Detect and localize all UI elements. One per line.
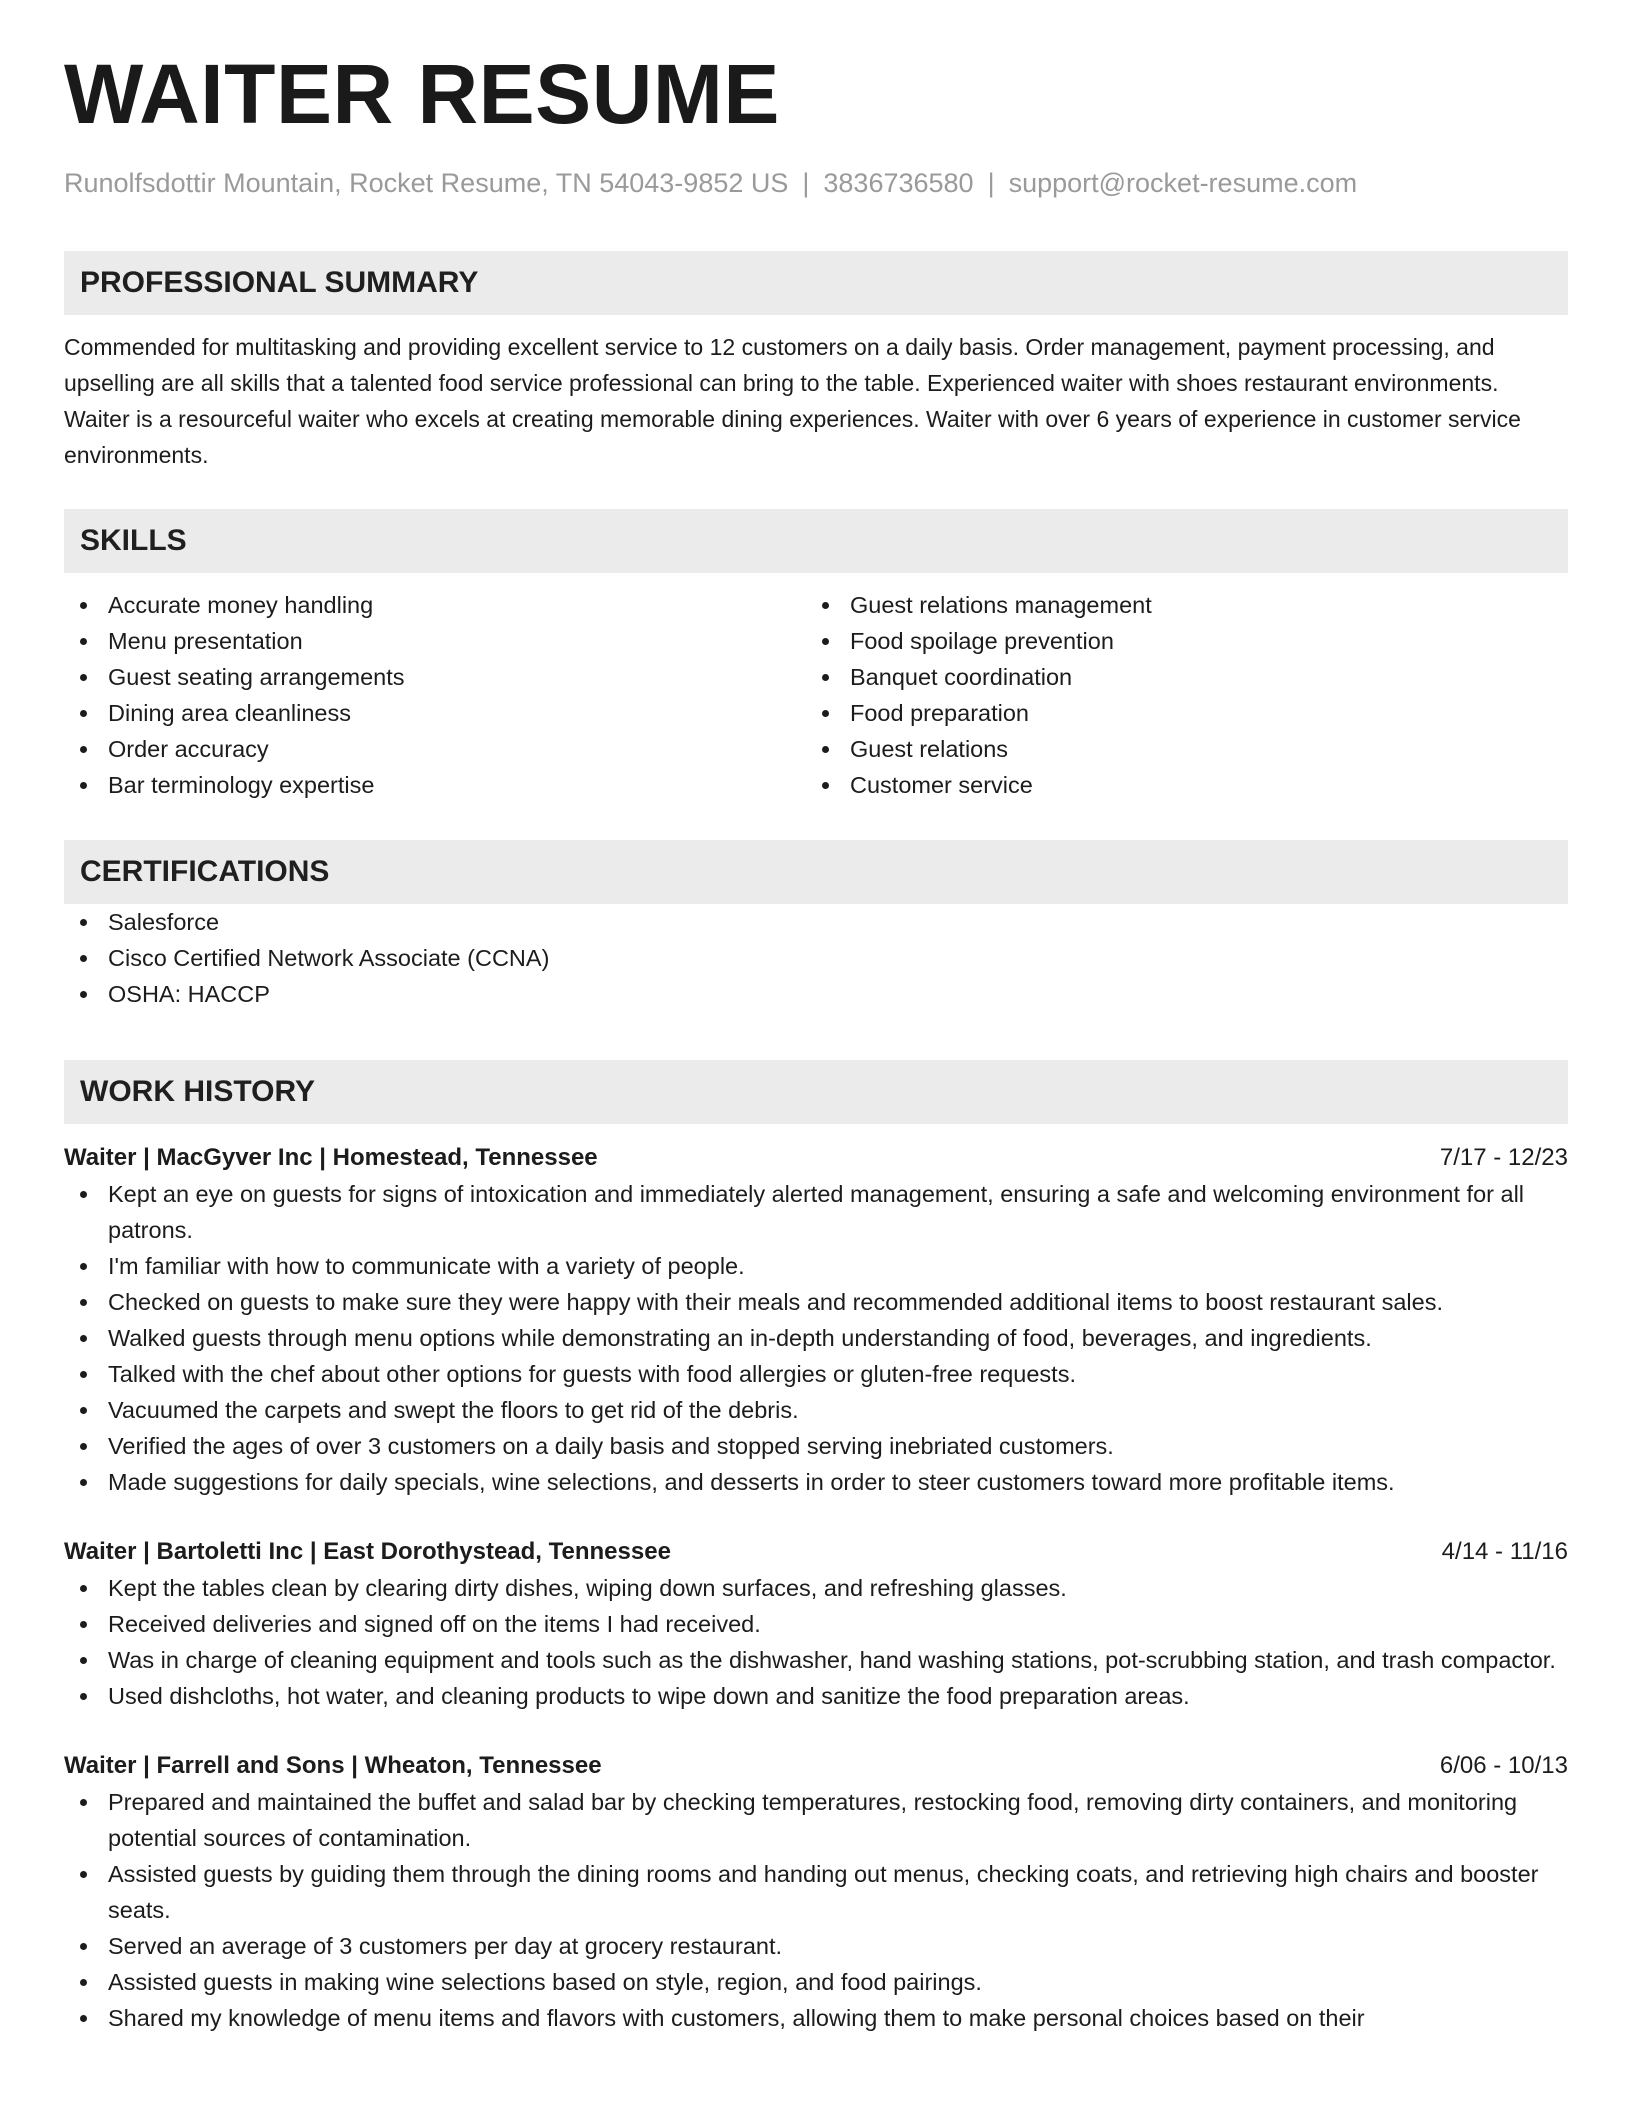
job-entry — [64, 1140, 1568, 1500]
skill-item: Bar terminology expertise — [64, 767, 806, 803]
skill-item: Food spoilage prevention — [806, 623, 1548, 659]
skill-item: Guest seating arrangements — [64, 659, 806, 695]
skills-columns — [64, 587, 1568, 803]
job-bullet: Was in charge of cleaning equipment and tools such as the dishwasher, hand washing stations, pot-scrubbing station, and trash compactor. — [64, 1642, 1568, 1678]
contact-email[interactable]: support@rocket-resume.com — [1008, 168, 1358, 198]
job-bullet: Vacuumed the carpets and swept the floors to get rid of the debris. — [64, 1392, 1568, 1428]
skills-heading: SKILLS — [64, 509, 1568, 573]
skill-item: Food preparation — [806, 695, 1548, 731]
contact-address: Runolfsdottir Mountain, Rocket Resume, TN 54043-9852 US — [64, 168, 789, 198]
contact-separator: | — [802, 168, 810, 198]
job-header — [64, 1534, 1568, 1570]
job-bullet: Prepared and maintained the buffet and salad bar by checking temperatures, restocking food, removing dirty containers, and monitoring potential sources of contamination. — [64, 1784, 1568, 1856]
summary-text: Commended for multitasking and providing excellent service to 12 customers on a daily basis. Order management, payment processing, and upselling are all skills that a talented food service professional can bring to the table. Experienced waiter with shoes restaurant environments. Waiter is a resourceful waiter who excels at creating memorable dining experiences. Waiter with over 6 years of experience in customer service environments. — [64, 334, 1521, 468]
summary-section — [64, 251, 1568, 473]
skill-item: Customer service — [806, 767, 1548, 803]
job-bullet: Talked with the chef about other options for guests with food allergies or gluten-free requests. — [64, 1356, 1568, 1392]
work-history-heading: WORK HISTORY — [64, 1060, 1568, 1124]
job-bullet: Assisted guests by guiding them through the dining rooms and handing out menus, checking coats, and retrieving high chairs and booster seats. — [64, 1856, 1568, 1928]
skills-section — [64, 509, 1568, 803]
certifications-list — [64, 904, 1568, 1012]
job-entry — [64, 1534, 1568, 1714]
job-entry — [64, 1748, 1568, 2036]
job-bullet: Verified the ages of over 3 customers on a daily basis and stopped serving inebriated customers. — [64, 1428, 1568, 1464]
job-header — [64, 1748, 1568, 1784]
job-bullet: Assisted guests in making wine selections based on style, region, and food pairings. — [64, 1964, 1568, 2000]
job-bullet: Used dishcloths, hot water, and cleaning products to wipe down and sanitize the food preparation areas. — [64, 1678, 1568, 1714]
contact-separator: | — [987, 168, 995, 198]
certification-item: Salesforce — [64, 904, 1568, 940]
skills-list-right — [806, 587, 1548, 803]
skill-item: Order accuracy — [64, 731, 806, 767]
skill-item: Banquet coordination — [806, 659, 1548, 695]
skill-item: Guest relations management — [806, 587, 1548, 623]
summary-heading: PROFESSIONAL SUMMARY — [64, 251, 1568, 315]
job-title: Waiter | Bartoletti Inc | East Dorothystead, Tennessee — [64, 1538, 671, 1565]
skills-list-left — [64, 587, 806, 803]
skill-item: Dining area cleanliness — [64, 695, 806, 731]
job-bullet-list — [64, 1784, 1568, 2036]
certification-item: OSHA: HACCP — [64, 976, 1568, 1012]
job-dates: 4/14 - 11/16 — [1441, 1538, 1568, 1565]
job-header — [64, 1140, 1568, 1176]
contact-line — [64, 168, 1357, 199]
job-bullet: Checked on guests to make sure they were happy with their meals and recommended additional items to boost restaurant sales. — [64, 1284, 1568, 1320]
job-bullet: Received deliveries and signed off on the items I had received. — [64, 1606, 1568, 1642]
job-title: Waiter | Farrell and Sons | Wheaton, Tennessee — [64, 1752, 602, 1779]
job-dates: 6/06 - 10/13 — [1439, 1752, 1568, 1779]
certifications-heading: CERTIFICATIONS — [64, 840, 1568, 904]
resume-title: WAITER RESUME — [64, 47, 780, 141]
skill-item: Guest relations — [806, 731, 1548, 767]
skill-item: Menu presentation — [64, 623, 806, 659]
skill-item: Accurate money handling — [64, 587, 806, 623]
job-bullet-list — [64, 1176, 1568, 1500]
job-bullet: Made suggestions for daily specials, wine selections, and desserts in order to steer customers toward more profitable items. — [64, 1464, 1568, 1500]
job-bullet: Kept the tables clean by clearing dirty dishes, wiping down surfaces, and refreshing glasses. — [64, 1570, 1568, 1606]
work-history-section — [64, 1060, 1568, 2036]
job-bullet: Kept an eye on guests for signs of intoxication and immediately alerted management, ensuring a safe and welcoming environment for all patrons. — [64, 1176, 1568, 1248]
job-bullet: Walked guests through menu options while demonstrating an in-depth understanding of food, beverages, and ingredients. — [64, 1320, 1568, 1356]
job-bullet: Shared my knowledge of menu items and flavors with customers, allowing them to make personal choices based on their — [64, 2000, 1568, 2036]
contact-phone: 3836736580 — [823, 168, 974, 198]
job-title: Waiter | MacGyver Inc | Homestead, Tennessee — [64, 1144, 598, 1171]
certifications-section — [64, 840, 1568, 1012]
job-bullet-list — [64, 1570, 1568, 1714]
certification-item: Cisco Certified Network Associate (CCNA) — [64, 940, 1568, 976]
job-bullet: Served an average of 3 customers per day at grocery restaurant. — [64, 1928, 1568, 1964]
job-bullet: I'm familiar with how to communicate with a variety of people. — [64, 1248, 1568, 1284]
job-dates: 7/17 - 12/23 — [1439, 1144, 1568, 1171]
